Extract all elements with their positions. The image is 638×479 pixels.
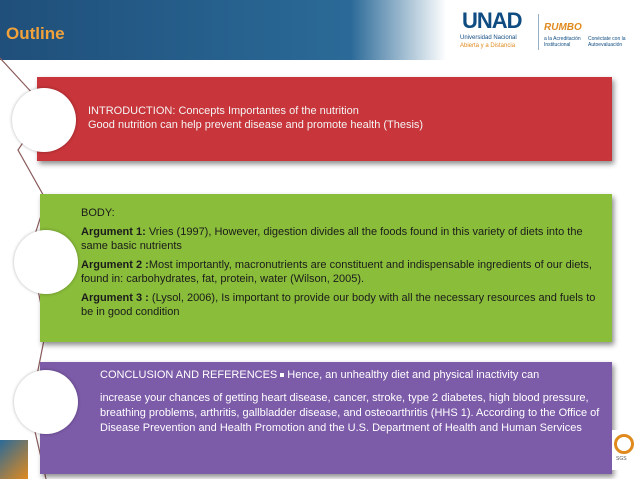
conclusion-lead: Hence, an unhealthy diet and physical inactivity can [287,369,540,381]
argument-3-text: (Lysol, 2006), Is important to provide our body with all the necessary resources and fuels to be in good condition [81,292,596,318]
bullet-icon [280,373,284,377]
corner-decoration [0,440,28,479]
conectate-subtitle: Conéctate con la Autoevaluación [588,36,626,48]
argument-3 [81,291,601,319]
unad-name-line2: Abierta y a Distancia [460,43,516,49]
unad-logo-text: UNAD [462,8,522,33]
certification-text: SGS [616,456,627,462]
conclusion-heading: CONCLUSION AND REFERENCES [100,369,278,381]
introduction-text [88,104,588,132]
conclusion-heading-line [100,368,600,382]
rumbo-subtitle: a la Acreditación Institucional [544,36,581,48]
argument-2-text: Most importantly, macronutrients are constituent and indispensable ingredients of our diets, found in: carbohydrates, fat, protein, water (Wilson, 2005). [81,259,592,285]
body-heading: BODY: [81,207,115,219]
conclusion-text: increase your chances of getting heart disease, cancer, stroke, type 2 diabetes, high blood pressure, breathing problems, arthritis, gallbladder disease, and osteoarthritis (HHS 1). According to the Office of Disease Prevention and Health Promotion and the U.S. Department of Health and Human Services [100,392,600,434]
intro-circle-icon [12,88,76,152]
certification-badge [612,430,638,470]
argument-3-label: Argument 3 : [81,292,149,304]
rumbo-logo-text: RUMBO [544,22,582,33]
argument-1 [81,225,601,253]
argument-1-label: Argument 1: [81,226,146,238]
argument-1-text: Vries (1997), However, digestion divides all the foods found in this variety of diets into the same basic nutrients [81,226,583,252]
unad-name-line1: Universidad Nacional [460,35,517,41]
body-text [81,206,601,324]
intro-thesis: Good nutrition can help prevent disease and promote health (Thesis) [88,119,424,131]
argument-2-label: Argument 2 : [81,259,149,271]
slide-title: Outline [6,24,65,43]
body-circle-icon [14,230,78,294]
certification-ring-icon [614,434,634,454]
intro-heading: INTRODUCTION: Concepts Importantes of the nutrition [88,105,359,117]
conclusion-circle-icon [14,370,78,434]
argument-2 [81,258,601,286]
